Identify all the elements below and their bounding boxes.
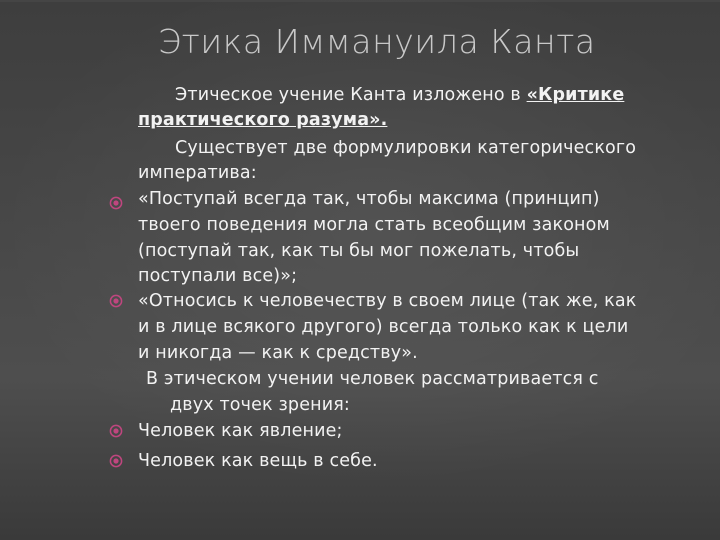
paragraph-line: Существует две формулировки категорического	[175, 138, 637, 158]
paragraph-line	[138, 109, 387, 131]
emphasized-title: «Критике	[526, 85, 625, 105]
target-ring-icon	[109, 424, 123, 438]
bullet-line: твоего поведения могла стать всеобщим законом	[138, 215, 610, 235]
bullet-line: Человек как явление;	[138, 421, 343, 441]
bullet-line: и в лице всякого другого) всегда только как к цели	[138, 317, 629, 337]
target-ring-icon	[109, 454, 123, 468]
paragraph-line	[175, 84, 624, 106]
bullet-line: и никогда — как к средству».	[138, 343, 418, 363]
slide-title: Этика Иммануила Канта	[158, 22, 596, 61]
target-ring-icon	[109, 294, 123, 308]
bullet-line: поступали все)»;	[138, 266, 298, 286]
bullet-line: «Поступай всегда так, чтобы максима (принцип)	[138, 189, 600, 209]
emphasized-title: практического разума».	[138, 110, 388, 130]
bullet-line: Человек как вещь в себе.	[138, 451, 378, 471]
paragraph-text: Этическое учение Канта изложено в	[175, 85, 527, 105]
paragraph-line: В этическом учении человек рассматривается с	[146, 369, 599, 389]
bullet-line: «Относись к человечеству в своем лице (так же, как	[138, 291, 637, 311]
paragraph-line: двух точек зрения:	[170, 395, 350, 415]
target-ring-icon	[109, 196, 123, 210]
paragraph-line: императива:	[138, 163, 257, 183]
bullet-line: (поступай так, как ты бы мог пожелать, чтобы	[138, 241, 580, 261]
